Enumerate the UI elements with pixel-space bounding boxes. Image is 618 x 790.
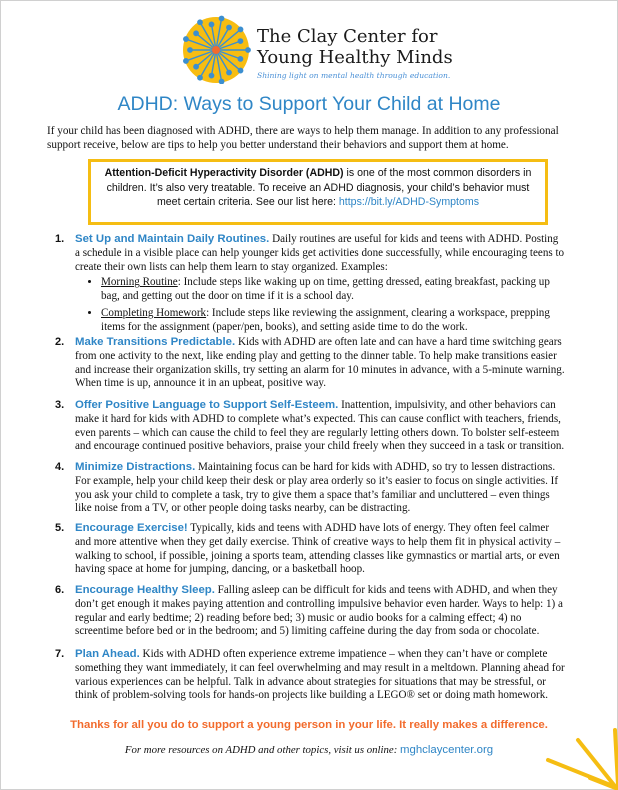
tagline: Shining light on mental health through education.	[257, 71, 451, 80]
item-text: Maintaining focus can be hard for kids with ADHD, so try to lessen distractions. For example, help your child keep their desk or play area orderly so it’s easier to focus on single activities. If you ask your child to complete a task, try to give them a space that’s familiar and uncluttered – even things like noise from a TV, or other people doing tasks nearby, can be distracting.	[75, 461, 559, 515]
org-name-line2: Young Healthy Minds	[257, 47, 453, 68]
item-text: Falling asleep can be difficult for kids and teens with ADHD, and when they don’t get enough it makes paying attention and controlling impulsive behavior even harder. Ways to help: 1) a regular and early bedtime; 2) reading before bed; 3) music or audio books for a calming effect; 4) no screentime before bed or in the bedroom; and 5) limiting caffeine during the day from soda or chocolate.	[75, 584, 563, 638]
footer-text: For more resources on ADHD and other topics, visit us online:	[124, 744, 400, 756]
item-number: 2.	[55, 336, 65, 348]
item-heading: Offer Positive Language to Support Self-Esteem.	[75, 399, 339, 411]
tip-item-6	[55, 584, 565, 639]
item-text: Typically, kids and teens with ADHD have lots of energy. They often feel calmer and more attentive when they get daily exercise. Think of creative ways to help them fit in physical activity – walking to school, if possible, joining a sports team, attending classes like gymnastics or martial arts, or even having space at home for jumping, dancing, or a basketball hoop.	[75, 522, 561, 576]
item-number: 4.	[55, 461, 65, 473]
tip-item-7	[55, 648, 565, 703]
bullet-text: : Include steps like reviewing the assignment, clearing a workspace, prepping items for the assignment (paper/pen, books), and setting aside time to do the work.	[101, 306, 550, 333]
tip-item-1	[55, 233, 565, 338]
item-number: 3.	[55, 399, 65, 411]
adhd-callout-box	[88, 159, 548, 225]
org-name	[257, 26, 453, 68]
thanks-message: Thanks for all you do to support a young person in your life. It really makes a difference.	[70, 719, 548, 731]
intro-paragraph: If your child has been diagnosed with ADHD, there are ways to help them manage. In addition to any professional support receive, below are tips to help you better understand their behaviors and support them at home.	[47, 125, 559, 151]
tip-item-4	[55, 461, 565, 516]
item-text: Daily routines are useful for kids and teens with ADHD. Posting a schedule in a visible place can help younger kids get activities done successfully, while encouraging teens to create their own lists can help them learn to stay organized. Examples:	[75, 233, 565, 273]
item-text: Kids with ADHD are often late and can have a hard time switching gears from one activity to the next, like ending play and getting to the dinner table. To help make transitions easier and increase their organization skills, try setting an alarm for 10 minutes in advance, with a 5-minute warning. When time is up, announce it in an upbeat, positive way.	[75, 336, 565, 390]
item-heading: Make Transitions Predictable.	[75, 336, 236, 348]
item-heading: Set Up and Maintain Daily Routines.	[75, 233, 270, 245]
decorative-sunburst-icon	[520, 700, 618, 790]
org-name-line1: The Clay Center for	[257, 26, 438, 47]
callout-bold: Attention-Deficit Hyperactivity Disorder (ADHD)	[104, 167, 344, 179]
symptoms-link[interactable]: https://bit.ly/ADHD-Symptoms	[338, 196, 480, 208]
tip-item-5	[55, 522, 565, 577]
bullet-text: : Include steps like waking up on time, getting dressed, eating breakfast, packing up bag, and getting out the door on time if it is a school day.	[101, 276, 550, 303]
item-heading: Minimize Distractions.	[75, 461, 196, 473]
callout-text: is one of the most common disorders in children. It’s also very treatable. To receive an ADHD diagnosis, your child’s behavior must meet certain criteria. See our list here:	[106, 167, 532, 208]
tip-item-3	[55, 399, 565, 454]
bullet-label: Completing Homework	[101, 306, 207, 319]
examples-list	[55, 276, 565, 334]
item-text: Kids with ADHD often experience extreme impatience – when they can’t have or complete something they want immediately, it can feel overwhelming and may result in a meltdown. Planning ahead for various experiences can be helpful. Talk in advance about strategies for situations that may be stressful, or think of problem-solving tools for hands-on projects like building a LEGO® set or doing math homework.	[75, 648, 565, 702]
bullet-label: Morning Routine	[101, 276, 178, 289]
item-number: 5.	[55, 522, 65, 534]
list-item	[101, 307, 565, 335]
list-item	[101, 276, 565, 304]
item-heading: Encourage Healthy Sleep.	[75, 584, 215, 596]
item-text: Inattention, impulsivity, and other behaviors can make it hard for kids with ADHD to complete what’s expected. This can cause conflict with teachers, friends, even parents – which can cause the child to feel they are regularly letting others down. To bolster self-esteem and encourage continued positive behaviors, praise your child freely when they succeed in a task or transition.	[75, 399, 565, 453]
item-heading: Plan Ahead.	[75, 648, 140, 660]
tip-item-2	[55, 336, 565, 391]
item-number: 6.	[55, 584, 65, 596]
sunburst-logo-icon	[180, 12, 252, 84]
website-link[interactable]: mghclaycenter.org	[400, 744, 494, 756]
item-number: 7.	[55, 648, 65, 660]
page-title: ADHD: Ways to Support Your Child at Home	[117, 93, 501, 115]
item-number: 1.	[55, 233, 65, 245]
item-heading: Encourage Exercise!	[75, 522, 188, 534]
